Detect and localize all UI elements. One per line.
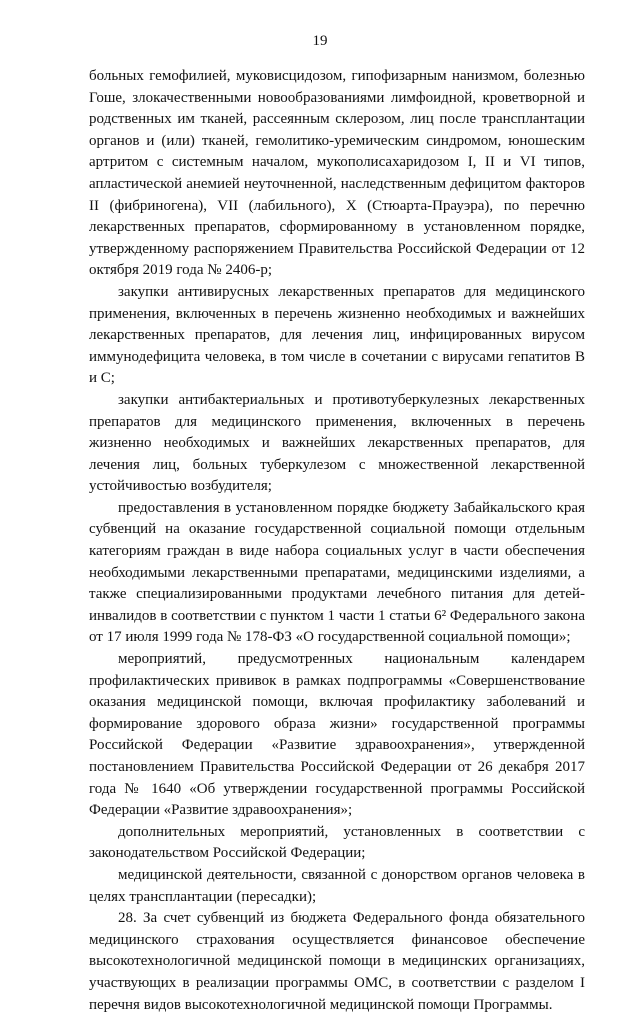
paragraph-subventions-zabaikalsky: предоставления в установленном порядке бюджету Забайкальского края субвенций на оказание государственной социальной помощи отдельным категориям граждан в виде набора социальных услуг в части обеспечения необходимыми лекарственными препаратами, медицинскими изделиями, а также специализированными продуктами лечебного питания для детей-инвалидов в соответствии с пунктом 1 части 1 статьи 6² Федерального закона от 17 июля 1999 года № 178-ФЗ «О государственной социальной помощи»; xyxy=(89,499,585,646)
paragraph-continuation: больных гемофилией, муковисцидозом, гипофизарным нанизмом, болезнью Гоше, злокачественными новообразованиями лимфоидной, кроветворной и родственных им тканей, рассеянным склерозом, лиц после трансплантации органов и (или) тканей, гемолитико-уремическим синдромом, юношеским артритом с системным началом, мукополисахаридозом I, II и VI типов, апластической анемией неуточненной, наследственным дефицитом факторов II (фибриногена), VII (лабильного), X (Стюарта-Прауэра), по перечню лекарственных препаратов, сформированному в установленном порядке, утвержденному распоряжением Правительства Российской Федерации от 12 октября 2019 года № 2406-р; xyxy=(89,68,585,279)
paragraph-antiviral-purchases: закупки антивирусных лекарственных препаратов для медицинского применения, включенных в перечень жизненно необходимых и важнейших лекарственных препаратов, для лечения лиц, инфицированных вирусом иммунодефицита человека, в том числе в сочетании с вирусами гепатитов B и C; xyxy=(89,283,585,387)
paragraph-vaccination-events: мероприятий, предусмотренных национальным календарем профилактических прививок в рамках подпрограммы «Совершенствование оказания медицинской помощи, включая профилактику заболеваний и формирование здорового образа жизни» государственной программы Российской Федерации «Развитие здравоохранения», утвержденной постановлением Правительства Российской Федерации от 26 декабря 2017 года № 1640 «Об утверждении государственной программы Российской Федерации «Развитие здравоохранения»; xyxy=(89,651,585,819)
page-number: 19 xyxy=(312,33,328,49)
paragraph-organ-donation: медицинской деятельности, связанной с донорством органов человека в целях трансплантации (пересадки); xyxy=(89,866,585,905)
paragraph-item-28: 28. За счет субвенций из бюджета Федерального фонда обязательного медицинского страхования осуществляется финансовое обеспечение высокотехнологичной медицинской помощи в медицинских организациях, участвующих в реализации программы ОМС, в соответствии с разделом I перечня видов высокотехнологичной медицинской помощи Программы. xyxy=(89,910,585,1013)
document-body xyxy=(89,66,585,1016)
paragraph-antibacterial-purchases: закупки антибактериальных и противотуберкулезных лекарственных препаратов для медицинского применения, включенных в перечень жизненно необходимых и важнейших лекарственных препаратов, для лечения лиц, больных туберкулезом с множественной лекарственной устойчивостью возбудителя; xyxy=(89,391,585,495)
paragraph-additional-events: дополнительных мероприятий, установленных в соответствии с законодательством Российской Федерации; xyxy=(89,823,585,862)
